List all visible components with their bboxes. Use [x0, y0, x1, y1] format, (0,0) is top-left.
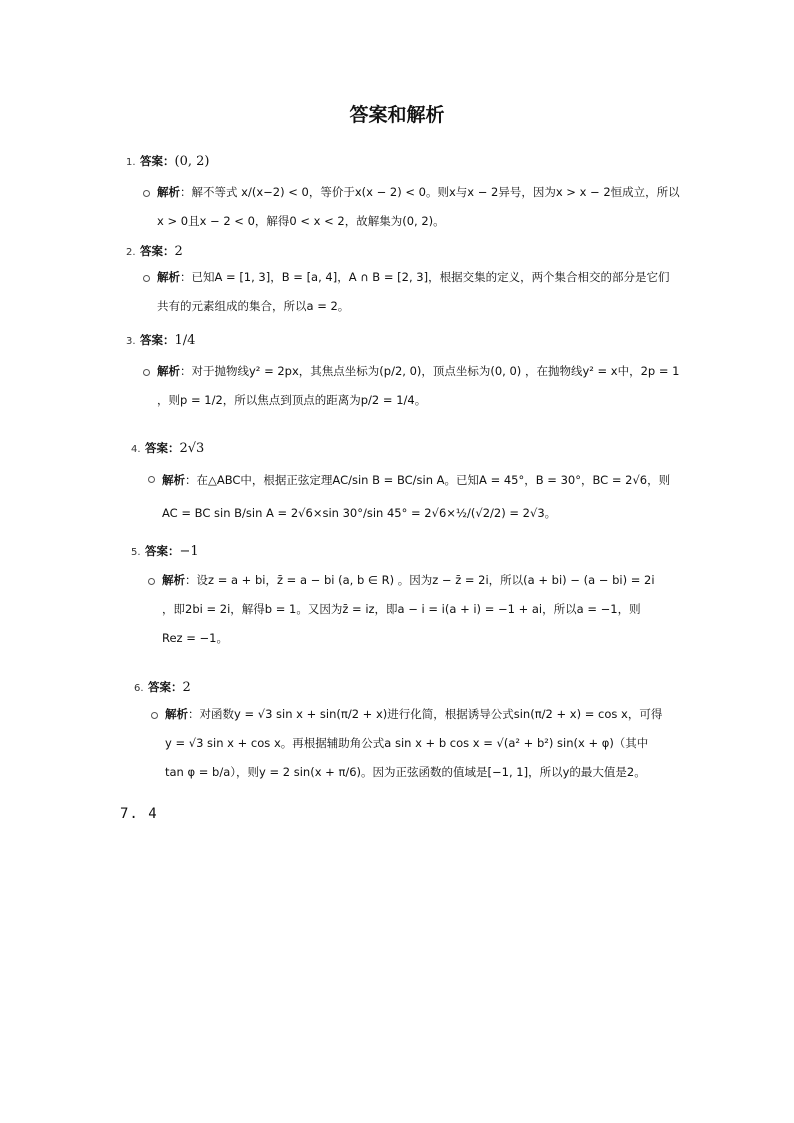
answer-line: 答案：2	[140, 244, 183, 259]
bullet-icon	[143, 275, 150, 282]
bullet-icon	[143, 190, 150, 197]
explanation: 解析：设z = a + bi，z̄ = a − bi (a, b ∈ R) 。因为z − z̄ = 2i，所以(a + bi) − (a − bi) = 2i ，即2bi = 2i，解得b = 1。又因为z̄ = iz，即a − i = i(a + i) = −1 + ai，所以a = −1，则 Rez = −1。	[162, 573, 655, 645]
explanation: 解析：对于抛物线y² = 2px，其焦点坐标为(p/2, 0)，顶点坐标为(0, 0) ，在抛物线y² = x中，2p = 1 ，则p = 1/2，所以焦点到顶点的距离为p/2 = 1/4。	[157, 364, 680, 407]
explanation-line: 共有的元素组成的集合，所以a = 2。	[157, 299, 350, 313]
trailing-answer-7: 7. 4	[120, 806, 158, 822]
answer-label: 答案	[140, 154, 163, 168]
bullet-icon	[148, 476, 155, 483]
answer-value: −1	[179, 544, 199, 559]
explanation-line: x > 0且x − 2 < 0，解得0 < x < 2，故解集为(0, 2)。	[157, 214, 445, 228]
answer-line: 答案：(0, 2)	[140, 154, 210, 169]
bullet-icon	[148, 578, 155, 585]
answer-line: 答案：1/4	[140, 333, 196, 348]
item-number: 6.	[134, 683, 144, 694]
explanation-line: ：设z = a + bi，z̄ = a − bi (a, b ∈ R) 。因为z − z̄ = 2i，所以(a + bi) − (a − bi) = 2i	[185, 573, 655, 587]
answer-line: 答案：−1	[145, 544, 199, 559]
item-number: 1.	[126, 157, 136, 168]
explanation-line: ：解不等式 x/(x−2) < 0，等价于x(x − 2) < 0。则x与x − 2异号，因为x > x − 2恒成立，所以	[180, 185, 680, 199]
answer-value: 2	[182, 680, 191, 695]
explanation-line: AC = BC sin B/sin A = 2√6×sin 30°/sin 45° = 2√6×½/(√2/2) = 2√3。	[162, 506, 557, 520]
answer-line: 答案：2	[148, 680, 191, 695]
answer-value: (0, 2)	[174, 154, 210, 169]
explain-label: 解析	[157, 185, 180, 199]
explanation-line: ，则p = 1/2，所以焦点到顶点的距离为p/2 = 1/4。	[157, 393, 427, 407]
item-number: 5.	[131, 547, 141, 558]
explanation-line: Rez = −1。	[162, 631, 228, 645]
explanation	[157, 178, 680, 236]
explanation-line: y = √3 sin x + cos x。再根据辅助角公式a sin x + b cos x = √(a² + b²) sin(x + φ)（其中	[165, 736, 649, 750]
answer-value: 1/4	[174, 333, 196, 348]
explanation: 解析：在△ABC中，根据正弦定理AC/sin B = BC/sin A。已知A = 45°，B = 30°，BC = 2√6，则 AC = BC sin B/sin A = 2√6×sin 30°/sin 45° = 2√6×½/(√2/2) = 2√3。	[162, 473, 671, 520]
explanation-line: ：对于抛物线y² = 2px，其焦点坐标为(p/2, 0)，顶点坐标为(0, 0) ，在抛物线y² = x中，2p = 1	[180, 364, 680, 378]
bullet-icon	[143, 369, 150, 376]
bullet-icon	[151, 712, 158, 719]
explanation-line: ：已知A = [1, 3]，B = [a, 4]，A ∩ B = [2, 3]，根据交集的定义，两个集合相交的部分是它们	[180, 270, 670, 284]
explanation-line: ：在△ABC中，根据正弦定理AC/sin B = BC/sin A。已知A = 45°，B = 30°，BC = 2√6，则	[185, 473, 671, 487]
explanation-line: ：对函数y = √3 sin x + sin(π/2 + x)进行化简，根据诱导公式sin(π/2 + x) = cos x，可得	[188, 707, 663, 721]
explanation: 解析：对函数y = √3 sin x + sin(π/2 + x)进行化简，根据诱导公式sin(π/2 + x) = cos x，可得 y = √3 sin x + cos x。再根据辅助角公式a sin x + b cos x = √(a² + b²) sin(x + φ)（其中 tan φ = b/a），则y = 2 sin(x + π/6)。因为正弦函数的值域是[−1, 1]，所以y的最大值是2。	[165, 707, 663, 779]
page-title: 答案和解析	[349, 104, 445, 126]
answer-line: 答案：2√3	[145, 441, 205, 456]
item-number: 4.	[131, 444, 141, 455]
explanation-line: ，即2bi = 2i，解得b = 1。又因为z̄ = iz，即a − i = i(a + i) = −1 + ai，所以a = −1，则	[162, 602, 641, 616]
explanation: 解析：已知A = [1, 3]，B = [a, 4]，A ∩ B = [2, 3]，根据交集的定义，两个集合相交的部分是它们 共有的元素组成的集合，所以a = 2。	[157, 270, 670, 313]
item-number: 3.	[126, 336, 136, 347]
answer-value: 2√3	[179, 441, 205, 456]
item-number: 2.	[126, 247, 136, 258]
explanation-line: tan φ = b/a），则y = 2 sin(x + π/6)。因为正弦函数的值域是[−1, 1]，所以y的最大值是2。	[165, 765, 646, 779]
answer-value: 2	[174, 244, 183, 259]
